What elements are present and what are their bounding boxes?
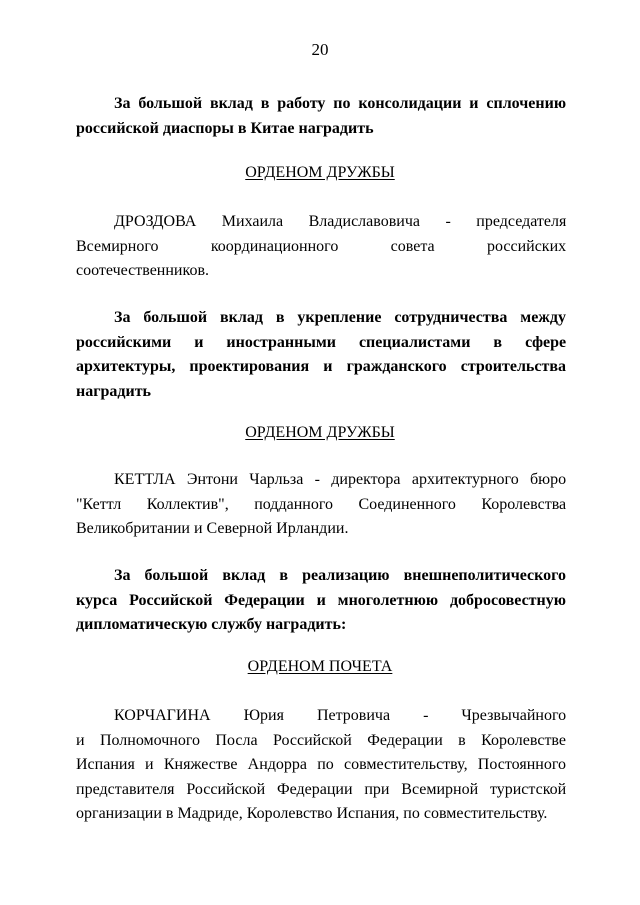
order-title-3: ОРДЕНОМ ПОЧЕТА: [247, 658, 393, 675]
recipient-2: [76, 468, 566, 542]
recipient-line: и Полномочного Посла Российской Федерации в Королевстве: [76, 731, 566, 749]
recipient-line: соотечественников.: [76, 262, 209, 279]
recipient-1: [76, 210, 566, 284]
award-reason-line: наградить: [76, 382, 152, 400]
award-reason-line: архитектуры, проектирования и гражданского строительства: [76, 358, 566, 375]
recipient-line: Великобритании и Северной Ирландии.: [76, 520, 349, 537]
page-number: 20: [311, 40, 329, 59]
recipient-line: КЕТТЛА Энтони Чарльза - директора архитектурного бюро: [114, 471, 567, 488]
award-reason-line: дипломатическую службу наградить:: [76, 616, 347, 633]
award-reason-line: За большой вклад в реализацию внешнеполитического: [114, 567, 566, 584]
recipient-line: ДРОЗДОВА Михаила Владиславовича - председателя: [114, 213, 567, 230]
order-title-2: ОРДЕНОМ ДРУЖБЫ: [245, 424, 395, 441]
recipient-line: представителя Российской Федерации при Всемирной туристской: [76, 780, 567, 798]
recipient-line: Испания и Княжестве Андорра по совместительству, Постоянного: [76, 756, 566, 773]
recipient-line: КОРЧАГИНА Юрия Петровича - Чрезвычайного: [114, 707, 567, 724]
recipient-line: организации в Мадриде, Королевство Испания, по совместительству.: [76, 805, 548, 822]
award-reason-3: [76, 564, 566, 638]
award-reason-line: курса Российской Федерации и многолетнюю добросовестную: [76, 591, 566, 609]
award-reason-2: [76, 306, 566, 404]
recipient-line: Всемирного координационного совета российских: [76, 237, 567, 255]
award-reason-1: [76, 92, 566, 141]
order-title-1: ОРДЕНОМ ДРУЖБЫ: [245, 164, 395, 181]
award-reason-line: российской диаспоры в Китае наградить: [76, 119, 374, 137]
award-reason-line: российскими и иностранными специалистами в сфере: [76, 333, 567, 351]
recipient-3: [76, 704, 566, 827]
award-reason-line: За большой вклад в укрепление сотрудничества между: [114, 309, 566, 326]
recipient-line: "Кеттл Коллектив", подданного Соединенного Королевства: [76, 495, 567, 513]
award-reason-line: За большой вклад в работу по консолидации и сплочению: [114, 95, 567, 112]
